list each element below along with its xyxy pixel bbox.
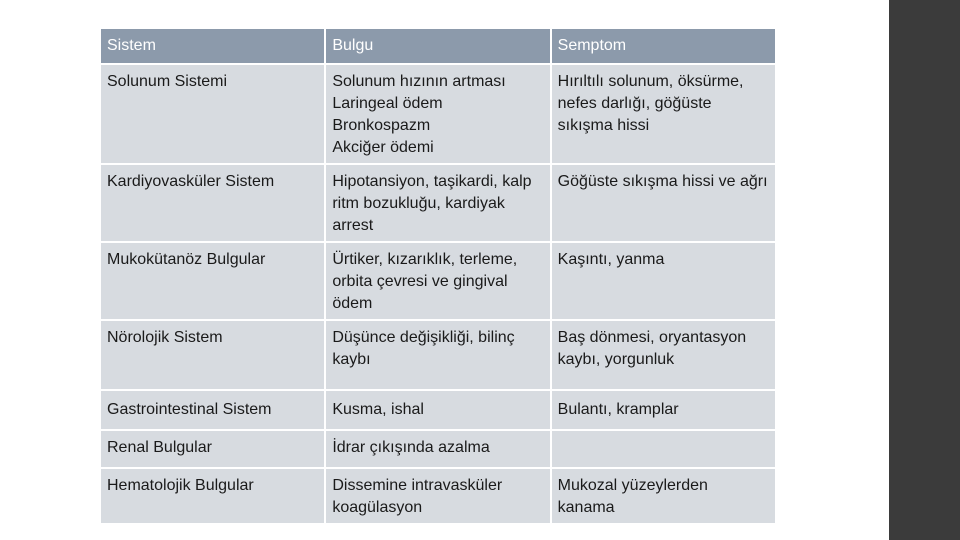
header-bulgu: Bulgu	[326, 29, 549, 63]
cell-sistem: Gastrointestinal Sistem	[101, 391, 324, 429]
bulgu-line: Solunum hızının artması Laringeal ödem Bronkospazm Akciğer ödemi	[332, 73, 506, 156]
cell-semptom: Mukozal yüzeylerden kanama	[552, 469, 775, 523]
cell-bulgu: Düşünce değişikliği, bilinç kaybı	[326, 321, 549, 389]
cell-sistem: Solunum Sistemi	[101, 65, 324, 163]
cell-bulgu: İdrar çıkışında azalma	[326, 431, 549, 467]
symptom-table	[99, 27, 777, 525]
cell-bulgu: Hipotansiyon, taşikardi, kalp ritm bozukluğu, kardiyak arrest	[326, 165, 549, 241]
cell-bulgu	[326, 65, 549, 163]
table-row	[101, 65, 775, 163]
cell-semptom	[552, 431, 775, 467]
table-row	[101, 321, 775, 389]
cell-semptom: Hırıltılı solunum, öksürme, nefes darlığı, göğüste sıkışma hissi	[552, 65, 775, 163]
table-row	[101, 431, 775, 467]
cell-semptom: Göğüste sıkışma hissi ve ağrı	[552, 165, 775, 241]
header-sistem: Sistem	[101, 29, 324, 63]
cell-semptom: Baş dönmesi, oryantasyon kaybı, yorgunluk	[552, 321, 775, 389]
header-semptom: Semptom	[552, 29, 775, 63]
cell-bulgu: Dissemine intravasküler koagülasyon	[326, 469, 549, 523]
table-row	[101, 469, 775, 523]
cell-bulgu: Ürtiker, kızarıklık, terleme, orbita çevresi ve gingival ödem	[326, 243, 549, 319]
table-row	[101, 243, 775, 319]
cell-sistem: Nörolojik Sistem	[101, 321, 324, 389]
table-row	[101, 165, 775, 241]
cell-sistem: Mukokütanöz Bulgular	[101, 243, 324, 319]
cell-semptom: Bulantı, kramplar	[552, 391, 775, 429]
cell-sistem: Hematolojik Bulgular	[101, 469, 324, 523]
cell-sistem: Renal Bulgular	[101, 431, 324, 467]
cell-bulgu: Kusma, ishal	[326, 391, 549, 429]
side-decoration-bar	[889, 0, 960, 540]
table-row	[101, 391, 775, 429]
cell-semptom: Kaşıntı, yanma	[552, 243, 775, 319]
cell-sistem: Kardiyovasküler Sistem	[101, 165, 324, 241]
table-header-row	[101, 29, 775, 63]
